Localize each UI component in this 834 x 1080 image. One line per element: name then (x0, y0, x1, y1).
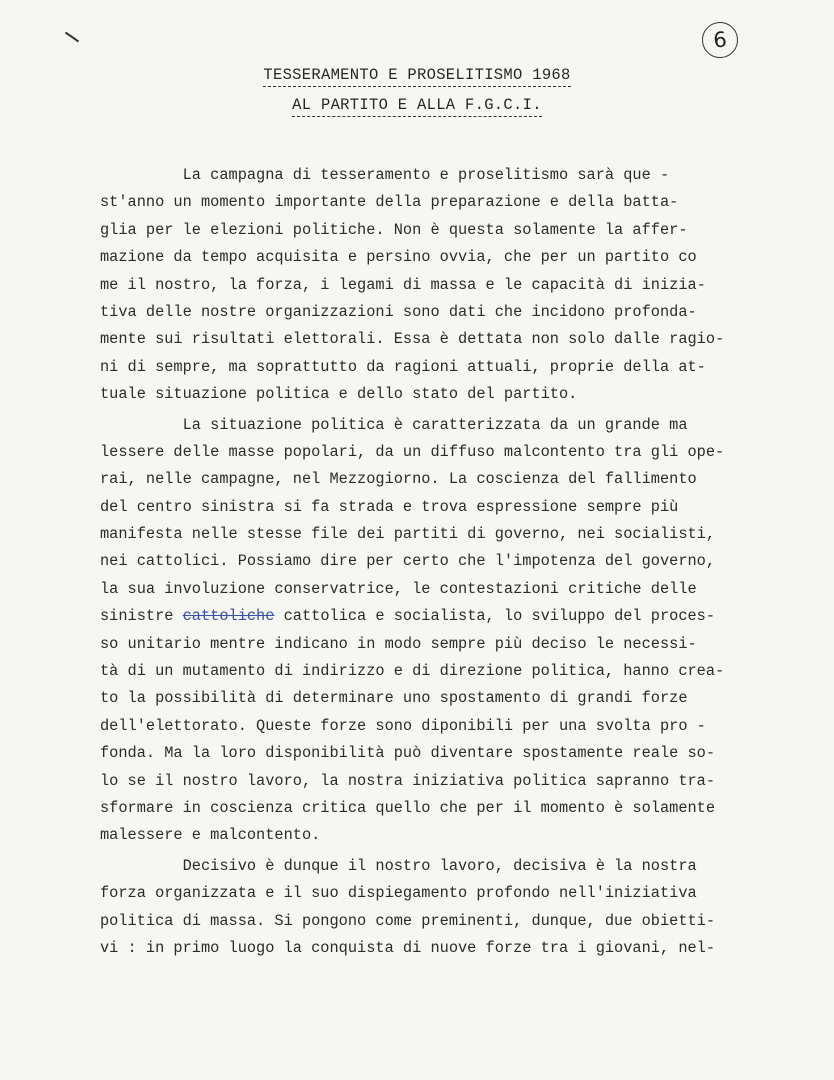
text-line: rai, nelle campagne, nel Mezzogiorno. La coscienza del fallimento (100, 470, 697, 489)
text-line: dell'elettorato. Queste forze sono diponibili per una svolta pro - (100, 716, 706, 735)
text-line: La campagna di tesseramento e proselitismo sarà que - (100, 166, 670, 184)
text-line: Decisivo è dunque il nostro lavoro, decisiva è la nostra (100, 856, 697, 875)
text-line: la sua involuzione conservatrice, le contestazioni critiche delle (100, 579, 697, 598)
paragraph-2 (100, 412, 790, 850)
text-line: mazione da tempo acquisita e persino ovvia, che per un partito co (100, 248, 697, 267)
pen-mark (65, 32, 79, 43)
document-subtitle (0, 96, 834, 114)
line-before-strike: sinistre (100, 607, 183, 626)
text-line: vi : in primo luogo la conquista di nuove forze tra i giovani, nel- (100, 938, 716, 957)
struck-word: cattoliche (182, 607, 275, 626)
text-line: tiva delle nostre organizzazioni sono dati che incidono profonda- (100, 302, 697, 321)
text-line: forza organizzata e il suo dispiegamento profondo nell'iniziativa (100, 884, 697, 903)
text-line-with-correction (100, 603, 790, 630)
text-line: ni di sempre, ma soprattutto da ragioni attuali, proprie della at- (100, 357, 706, 376)
paragraph-1 (100, 162, 790, 409)
text-line: manifesta nelle stesse file dei partiti di governo, nei socialisti, (100, 525, 716, 544)
text-line: politica di massa. Si pongono come preminenti, dunque, due obietti- (100, 911, 716, 930)
text-line: malessere e malcontento. (100, 826, 321, 845)
text-line: mente sui risultati elettorali. Essa è dettata non solo dalle ragio- (100, 330, 725, 349)
document-title (0, 66, 834, 84)
text-line: lessere delle masse popolari, da un diffuso malcontento tra gli ope- (100, 442, 725, 461)
text-line: fonda. Ma la loro disponibilità può diventare spostamente reale so- (100, 744, 716, 763)
text-line: st'anno un momento importante della preparazione e della batta- (100, 193, 679, 212)
text-line: La situazione politica è caratterizzata da un grande ma (100, 415, 688, 434)
text-line: tà di un mutamento di indirizzo e di direzione politica, hanno crea- (100, 662, 725, 681)
text-line: to la possibilità di determinare uno spostamento di grandi forze (100, 689, 688, 708)
paragraph-3 (100, 853, 790, 963)
text-line: so unitario mentre indicano in modo sempre più deciso le necessi- (100, 634, 697, 653)
title-line-2: AL PARTITO E ALLA F.G.C.I. (292, 96, 542, 117)
line-after-strike: cattolica e socialista, lo sviluppo del proces- (274, 607, 716, 626)
text-line: glia per le elezioni politiche. Non è questa solamente la affer- (100, 220, 688, 239)
document-body (100, 162, 790, 962)
text-line: lo se il nostro lavoro, la nostra iniziativa politica sapranno tra- (100, 771, 716, 790)
text-line: me il nostro, la forza, i legami di massa e le capacità di inizia- (100, 275, 706, 294)
page-number-circle: 6 (700, 20, 740, 60)
text-line: del centro sinistra si fa strada e trova espressione sempre più (100, 497, 679, 516)
text-line: tuale situazione politica e dello stato del partito. (100, 385, 578, 404)
title-line-1: TESSERAMENTO E PROSELITISMO 1968 (263, 66, 570, 87)
text-line: sformare in coscienza critica quello che per il momento è solamente (100, 798, 716, 817)
text-line: nei cattolici. Possiamo dire per certo che l'impotenza del governo, (100, 552, 716, 571)
